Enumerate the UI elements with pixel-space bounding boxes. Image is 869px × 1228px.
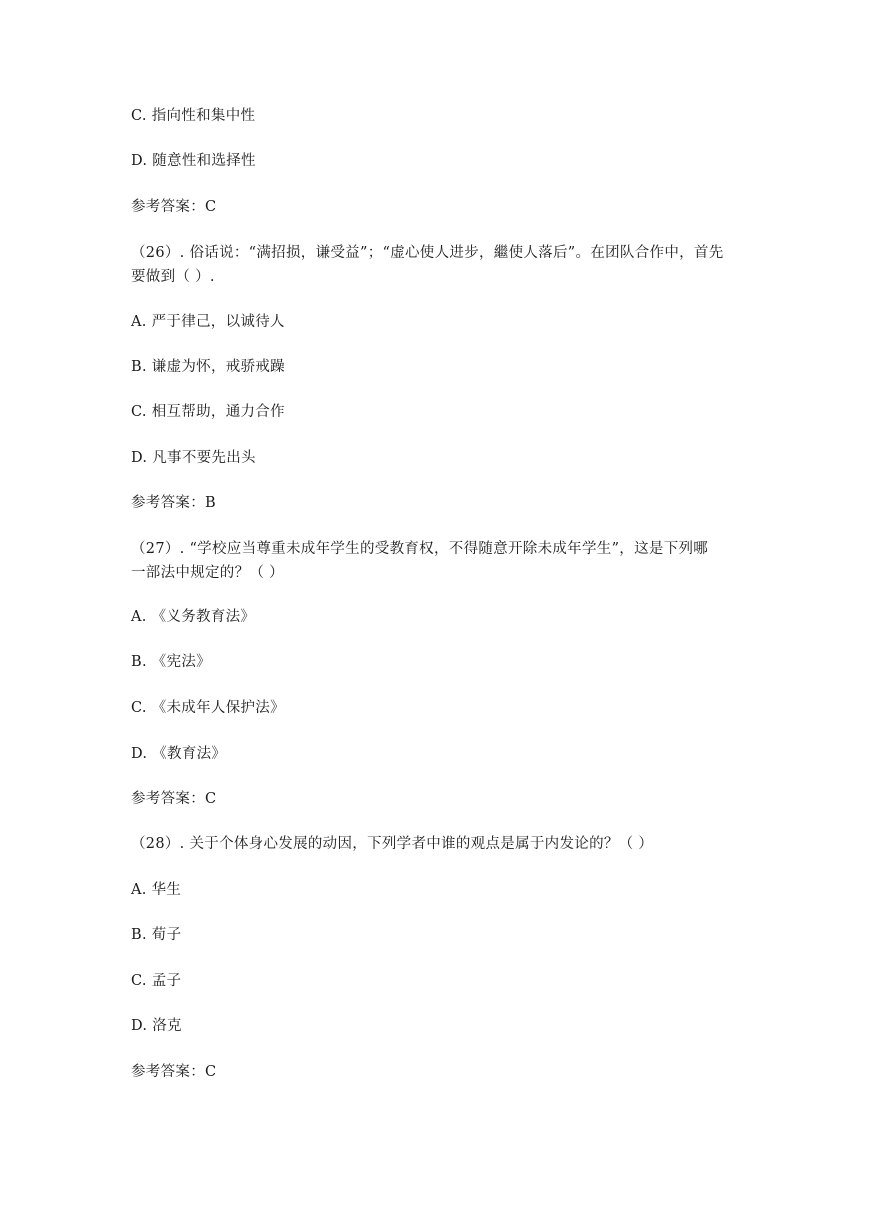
q26-question-line-1: （26）. 俗话说：“满招损，谦受益”；“虚心使人进步，繼使人落后”。在团队合作中，首先 [131, 245, 724, 261]
q26-question-line-2: 要做到（ ）. [131, 269, 215, 285]
q28-option-b: B. 荀子 [131, 927, 182, 943]
q27-option-a: A. 《义务教育法》 [131, 609, 256, 625]
q28-question-line-1: （28）. 关于个体身心发展的动因，下列学者中谁的观点是属于内发论的？（ ） [131, 836, 654, 852]
q26-option-b: B. 谦虚为怀，戒骄戒躁 [131, 359, 285, 375]
q26-answer: 参考答案：B [131, 495, 216, 511]
q25-option-d: D. 随意性和选择性 [131, 153, 256, 169]
q28-option-c: C. 孟子 [131, 973, 182, 989]
q28-option-d: D. 洛克 [131, 1018, 182, 1034]
q28-option-a: A. 华生 [131, 882, 182, 898]
q25-answer: 参考答案：C [131, 199, 217, 215]
q27-option-c: C. 《未成年人保护法》 [131, 700, 285, 716]
q26-option-c: C. 相互帮助，通力合作 [131, 404, 285, 420]
q27-answer: 参考答案：C [131, 791, 217, 807]
q27-option-d: D. 《教育法》 [131, 746, 227, 762]
q26-option-d: D. 凡事不要先出头 [131, 450, 256, 466]
q27-question-line-2: 一部法中规定的？（ ） [131, 565, 284, 581]
q26-option-a: A. 严于律己，以诚待人 [131, 314, 285, 330]
q25-option-c: C. 指向性和集中性 [131, 108, 256, 124]
q28-answer: 参考答案：C [131, 1064, 217, 1080]
q27-question-line-1: （27）. “学校应当尊重未成年学生的受教育权，不得随意开除未成年学生”，这是下列哪 [131, 541, 709, 557]
q27-option-b: B. 《宪法》 [131, 654, 211, 670]
